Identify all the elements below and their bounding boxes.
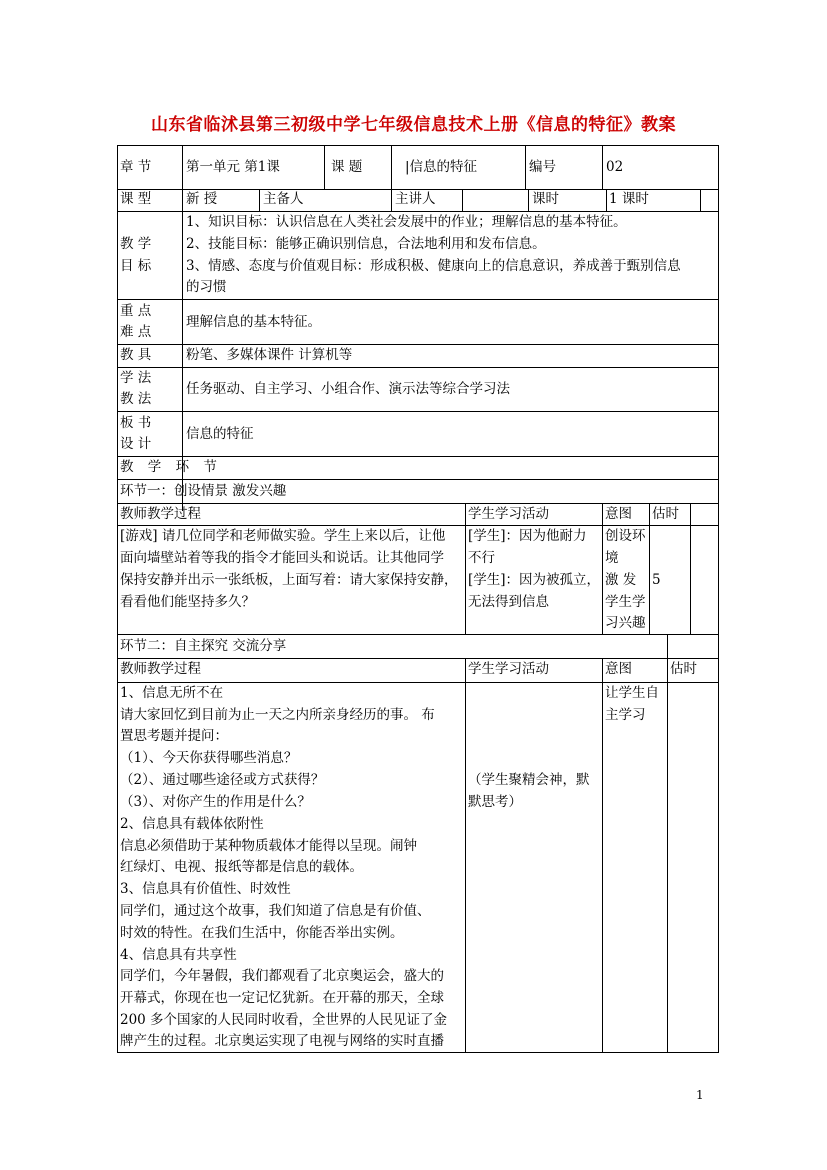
col-divider xyxy=(602,503,603,634)
hours-label: 课时 xyxy=(532,191,559,207)
stage2-student-line: （学生聚精会神，默 xyxy=(468,772,590,788)
col-divider xyxy=(525,145,526,189)
goal-line: 1、知识目标：认识信息在人类社会发展中的作业；理解信息的基本特征。 xyxy=(186,214,627,230)
stage2-teacher-line: （3）、对你产生的作用是什么？ xyxy=(120,794,311,810)
stage2-teacher-line: 同学们，今年暑假，我们都观看了北京奥运会，盛大的 xyxy=(120,968,444,984)
stage1-col-intent: 意图 xyxy=(605,506,632,522)
stage1-time: 5 xyxy=(652,572,661,588)
stage2-teacher-line: 1、信息无所不在 xyxy=(120,685,224,701)
col-divider xyxy=(700,189,701,211)
tools-label: 教 具 xyxy=(120,347,152,363)
document-title: 山东省临沭县第三初级中学七年级信息技术上册《信息的特征》教案 xyxy=(151,115,676,135)
board-label: 设 计 xyxy=(120,436,152,452)
type-value: 新 授 xyxy=(186,191,218,207)
type-label: 课 型 xyxy=(120,191,152,207)
stage2-intent-line: 让学生自 xyxy=(605,685,659,701)
col-divider xyxy=(528,189,529,211)
stage2-title: 环节二：自主探究 交流分享 xyxy=(120,638,287,654)
methods-label: 教 法 xyxy=(120,391,152,407)
stage2-col-student: 学生学习活动 xyxy=(468,661,549,677)
col-divider xyxy=(259,189,260,211)
prep-label: 主备人 xyxy=(263,191,304,207)
number-value: 02 xyxy=(606,159,624,175)
stage1-title: 环节一：创设情景 激发兴趣 xyxy=(120,483,287,499)
key-points-label: 重 点 xyxy=(120,303,152,319)
methods-label: 学 法 xyxy=(120,370,152,386)
stage2-teacher-line: 信息必须借助于某种物质载体才能得以呈现。闹钟 xyxy=(120,838,417,854)
goal-line: 的习惯 xyxy=(186,279,227,295)
stage1-student-line: 不行 xyxy=(468,550,495,566)
topic-value: |信息的特征 xyxy=(405,159,478,175)
chapter-value: 第一单元 第1课 xyxy=(186,159,280,175)
board-label: 板 书 xyxy=(120,415,152,431)
row-divider xyxy=(117,367,719,368)
col-divider xyxy=(324,145,325,189)
speaker-label: 主讲人 xyxy=(395,191,436,207)
goal-line: 2、技能目标：能够正确识别信息，合法地利用和发布信息。 xyxy=(186,236,546,252)
key-points-label: 难 点 xyxy=(120,324,152,340)
goals-label: 目 标 xyxy=(120,258,152,274)
col-divider xyxy=(465,503,466,634)
stage1-teacher-line: 看看他们能坚持多久？ xyxy=(120,594,255,610)
stage1-teacher-line: [游戏] 请几位同学和老师做实验。学生上来以后，让他 xyxy=(120,528,446,544)
row-divider xyxy=(117,479,719,480)
goals-label: 教 学 xyxy=(120,236,152,252)
topic-label: 课 题 xyxy=(331,159,363,175)
stage2-teacher-line: 时效的特性。在我们生活中，你能否举出实例。 xyxy=(120,925,404,941)
stage2-teacher-line: 200 多个国家的人民同时收看，全世界的人民见证了金 xyxy=(120,1012,448,1028)
stage2-teacher-line: 3、信息具有价值性、时效性 xyxy=(120,881,291,897)
col-divider xyxy=(690,503,691,634)
stage2-teacher-line: 开幕式，你现在也一定记忆犹新。在开幕的那天，全球 xyxy=(120,990,444,1006)
stage2-col-intent: 意图 xyxy=(605,661,632,677)
stage2-student-line: 默思考） xyxy=(468,794,522,810)
stage1-intent-line: 习兴趣 xyxy=(605,615,646,631)
stage2-teacher-line: 牌产生的过程。北京奥运实现了电视与网络的实时直播 xyxy=(120,1033,444,1049)
col-divider xyxy=(667,634,668,658)
stage2-teacher-line: 4、信息具有共享性 xyxy=(120,947,237,963)
stage2-col-teacher: 教师教学过程 xyxy=(120,661,201,677)
row-divider xyxy=(117,634,719,635)
row-divider xyxy=(117,411,719,412)
stage1-intent-line: 创设环 xyxy=(605,528,646,544)
col-divider xyxy=(602,658,603,1053)
stage2-intent-line: 主学习 xyxy=(605,707,646,723)
stage1-col-student: 学生学习活动 xyxy=(468,506,549,522)
col-divider xyxy=(606,189,607,211)
tools-value: 粉笔、多媒体课件 计算机等 xyxy=(186,347,353,363)
stage1-intent-line: 境 xyxy=(605,550,619,566)
number-label: 编号 xyxy=(529,159,556,175)
stage1-intent-line: 激 发 xyxy=(605,572,637,588)
goal-line: 3、情感、态度与价值观目标：形成积极、健康向上的信息意识，养成善于甄别信息 xyxy=(186,258,681,274)
stage1-student-line: [学生]：因为被孤立， xyxy=(468,572,601,588)
stage2-teacher-line: （1）、今天你获得哪些消息？ xyxy=(120,750,298,766)
col-divider xyxy=(602,145,603,189)
stage1-teacher-line: 面向墙壁站着等我的指令才能回头和说话。让其他同学 xyxy=(120,550,444,566)
stage1-col-time: 估时 xyxy=(652,506,679,522)
stage2-teacher-line: 请大家回忆到目前为止一天之内所亲身经历的事。 布 xyxy=(120,707,435,723)
methods-value: 任务驱动、自主学习、小组合作、演示法等综合学习法 xyxy=(186,381,510,397)
row-divider xyxy=(117,299,719,300)
page-number: 1 xyxy=(696,1088,704,1102)
hours-value: 1 课时 xyxy=(609,191,649,207)
stage1-student-line: 无法得到信息 xyxy=(468,594,549,610)
stage1-intent-line: 学生学 xyxy=(605,594,646,610)
key-points-value: 理解信息的基本特征。 xyxy=(186,314,321,330)
col-divider xyxy=(649,503,650,634)
stage2-teacher-line: 红绿灯、电视、报纸等都是信息的载体。 xyxy=(120,859,363,875)
stage1-teacher-line: 保持安静并出示一张纸板，上面写着：请大家保持安静， xyxy=(120,572,458,588)
col-divider xyxy=(465,658,466,1053)
board-value: 信息的特征 xyxy=(186,426,254,442)
stage2-teacher-line: 同学们，通过这个故事，我们知道了信息是有价值、 xyxy=(120,903,431,919)
process-title: 教 学 环 节 xyxy=(120,459,217,475)
stage2-teacher-line: 2、信息具有载体依附性 xyxy=(120,816,264,832)
col-divider xyxy=(667,658,668,1053)
col-divider xyxy=(391,145,392,211)
stage2-col-time: 估时 xyxy=(670,661,697,677)
stage1-col-teacher: 教师教学过程 xyxy=(120,506,201,522)
stage1-student-line: [学生]：因为他耐力 xyxy=(468,528,587,544)
stage2-teacher-line: 置思考题并提问： xyxy=(120,728,228,744)
col-divider xyxy=(462,189,463,211)
chapter-label: 章 节 xyxy=(120,159,152,175)
stage2-teacher-line: （2）、通过哪些途径或方式获得？ xyxy=(120,772,325,788)
